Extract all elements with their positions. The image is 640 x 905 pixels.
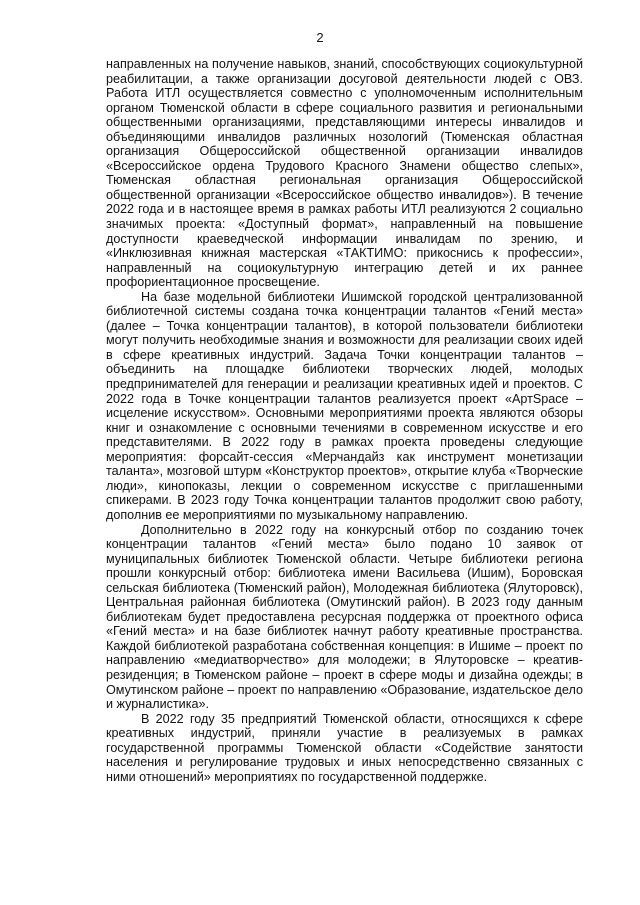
document-body [106, 57, 583, 784]
paragraph-talent-point-ishim: На базе модельной библиотеки Ишимской городской централизованной библиотечной системы создана точка концентрации талантов «Гений места» (далее – Точка концентрации талантов), в которой пользователи библиотеки могут получить необходимые знания и возможности для реализации своих идей в сфере креативных индустрий. Задача Точки концентрации талантов – объединить на площадке библиотеки творческих людей, молодых предпринимателей для генерации и реализации креативных идей и проектов. С 2022 года в Точке концентрации талантов реализуется проект «АртSpace – исцеление искусством». Основными мероприятиями проекта являются обзоры книг и ознакомление с основными течениями в современном искусстве и его представителями. В 2022 году в рамках проекта проведены следующие мероприятия: форсайт-сессия «Мерчандайз как инструмент монетизации таланта», мозговой штурм «Конструктор проектов», открытие клуба «Творческие люди», кинопоказы, лекции о современном искусстве с приглашенными спикерами. В 2023 году Точка концентрации талантов продолжит свою работу, дополнив ее мероприятиями по музыкальному направлению. [106, 289, 583, 522]
paragraph-creative-enterprises: В 2022 году 35 предприятий Тюменской области, относящихся к сфере креативных индустрий, приняли участие в реализуемых в рамках государственной программы Тюменской области «Содействие занятости населения и регулирование трудовых и иных непосредственно связанных с ними отношений» мероприятиях по государственной поддержке. [106, 711, 583, 784]
page-number: 2 [316, 30, 324, 45]
paragraph-itl-projects: направленных на получение навыков, знаний, способствующих социокультурной реабилитации, а также организации досуговой деятельности людей с ОВЗ. Работа ИТЛ осуществляется совместно с уполномоченным исполнительным органом Тюменской области в сфере социального развития и региональными общественными организациями, представляющими интересы инвалидов и объединяющими инвалидов различных нозологий (Тюменская областная организация Общероссийской общественной организации инвалидов «Всероссийское ордена Трудового Красного Знамени общество слепых», Тюменская областная региональная организация Общероссийской общественной организации «Всероссийское общество инвалидов»). В течение 2022 года и в настоящее время в рамках работы ИТЛ реализуются 2 социально значимых проекта: «Доступный формат», направленный на повышение доступности краеведческой информации инвалидам по зрению, и «Инклюзивная книжная мастерская «ТАКТИМО: прикоснись к профессии», направленный на социокультурную интеграцию детей и их раннее профориентационное просвещение. [106, 57, 583, 290]
paragraph-talent-points-competition: Дополнительно в 2022 году на конкурсный отбор по созданию точек концентрации талантов «Гений места» было подано 10 заявок от муниципальных библиотек Тюменской области. Четыре библиотеки региона прошли конкурсный отбор: библиотека имени Васильева (Ишим), Боровская сельская библиотека (Тюменский район), Молодежная библиотека (Ялуторовск), Центральная районная библиотека (Омутинский район). В 2023 году данным библиотекам будет предоставлена ресурсная поддержка от проектного офиса «Гений места» и на базе библиотек начнут работу креативные пространства. Каждой библиотекой разработана собственная концепция: в Ишиме – проект по направлению «медиатворчество» для молодежи; в Ялуторовске – креатив-резиденция; в Тюменском районе – проект в сфере моды и дизайна одежды; в Омутинском районе – проект по направлению «Образование, издательское дело и журналистика». [106, 522, 583, 712]
